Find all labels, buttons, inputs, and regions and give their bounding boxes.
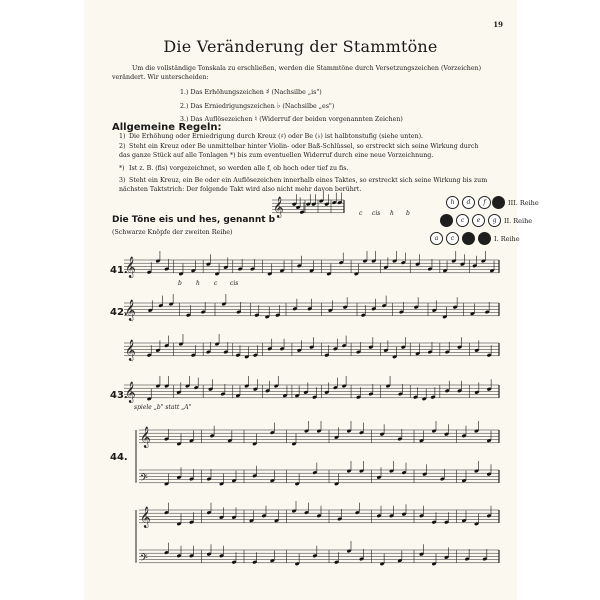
bass-clef-icon: 𝄢	[140, 472, 148, 486]
exercise-number: 41.	[110, 265, 128, 276]
treble-clef-icon: 𝄞	[273, 197, 284, 218]
note-name-label: c	[214, 280, 218, 287]
page-title: Die Veränderung der Stammtöne	[163, 37, 438, 56]
accidental-item: 3.) Das Auflösezeichen ♮ (Widerruf der beiden vorgenannten Zeichen)	[180, 114, 403, 123]
white-button: d	[462, 196, 475, 209]
bass-clef-icon: 𝄢	[140, 552, 148, 566]
note-name-label: b	[178, 280, 182, 287]
intro-text: Um die vollständige Tonskala zu erschließen, werden die Stammtöne durch Versetzungszeichen (Vorzeichen) verändert. Wir unterscheiden:	[112, 65, 482, 81]
white-button: f	[478, 196, 491, 209]
row-label: III. Reihe	[508, 199, 539, 207]
rule-item: 1) Die Erhöhung oder Erniedrigung durch Kreuz (♯) oder Be (♭) ist halbtonstufig (siehe unten).	[119, 133, 424, 140]
scale-label: h	[390, 210, 394, 217]
page-number: 19	[493, 20, 503, 29]
rule-item: 2) Steht ein Kreuz oder Be unmittelbar hinter Violin- oder Baß-Schlüssel, so erstreckt sich seine Wirkung durch das ganze Stück auf alle Tonlagen *) bis zum eventuellen Widerruf durch eine neue Vorzeichnung.	[119, 143, 479, 159]
treble-clef-icon: 𝄞	[140, 427, 151, 448]
scale-label: b	[406, 210, 410, 217]
row-label: II. Reihe	[504, 217, 533, 225]
row-label: I. Reihe	[494, 235, 520, 243]
note-name-label: h	[196, 280, 200, 287]
sharp-icon: ♯	[265, 87, 270, 96]
white-button: c	[456, 214, 469, 227]
treble-clef-icon: 𝄞	[125, 300, 136, 321]
section-note: (Schwarze Knöpfe der zweiten Reihe)	[112, 229, 233, 236]
rule-item: 3) Steht ein Kreuz, ein Be oder ein Auflösezeichen innerhalb eines Taktes, so erstreckt sich seine Wirkung bis zum nächsten Taktstrich: Der folgende Takt wird also nicht mehr davon berührt.	[119, 177, 488, 193]
black-button: b	[440, 214, 453, 227]
accidental-item: 2.) Das Erniedrigungszeichen ♭ (Nachsilbe „es")	[180, 100, 335, 110]
exercise-number: 44.	[110, 452, 128, 463]
scale-label: cis	[372, 210, 381, 217]
white-button: a	[430, 232, 443, 245]
accidental-item: 1.) Das Erhöhungszeichen ♯ (Nachsilbe „is")	[180, 87, 322, 96]
flat-icon: ♭	[276, 100, 281, 110]
section-heading: Die Töne eis und hes, genannt b	[112, 215, 276, 225]
white-button: g	[488, 214, 501, 227]
treble-clef-icon: 𝄞	[125, 340, 136, 361]
treble-clef-icon: 𝄞	[125, 257, 136, 278]
music-page	[84, 0, 539, 600]
note-name-label: cis	[230, 280, 239, 287]
rule-footnote: *) Ist z. B. (fis) vorgezeichnet, so werden alle f, ob hoch oder tief zu fis.	[119, 165, 349, 172]
treble-clef-icon: 𝄞	[140, 507, 151, 528]
exercise-remark: spiele „b" statt „A"	[134, 404, 192, 411]
rules-heading: Allgemeine Regeln:	[112, 122, 222, 133]
natural-icon: ♮	[254, 114, 258, 123]
white-button: h	[446, 196, 459, 209]
treble-clef-icon: 𝄞	[125, 382, 136, 403]
white-button: e	[472, 214, 485, 227]
exercise-number: 43.	[110, 390, 128, 401]
scale-label: c	[359, 210, 363, 217]
exercise-number: 42.	[110, 307, 128, 318]
music-notation	[84, 0, 517, 600]
white-button: c	[446, 232, 459, 245]
